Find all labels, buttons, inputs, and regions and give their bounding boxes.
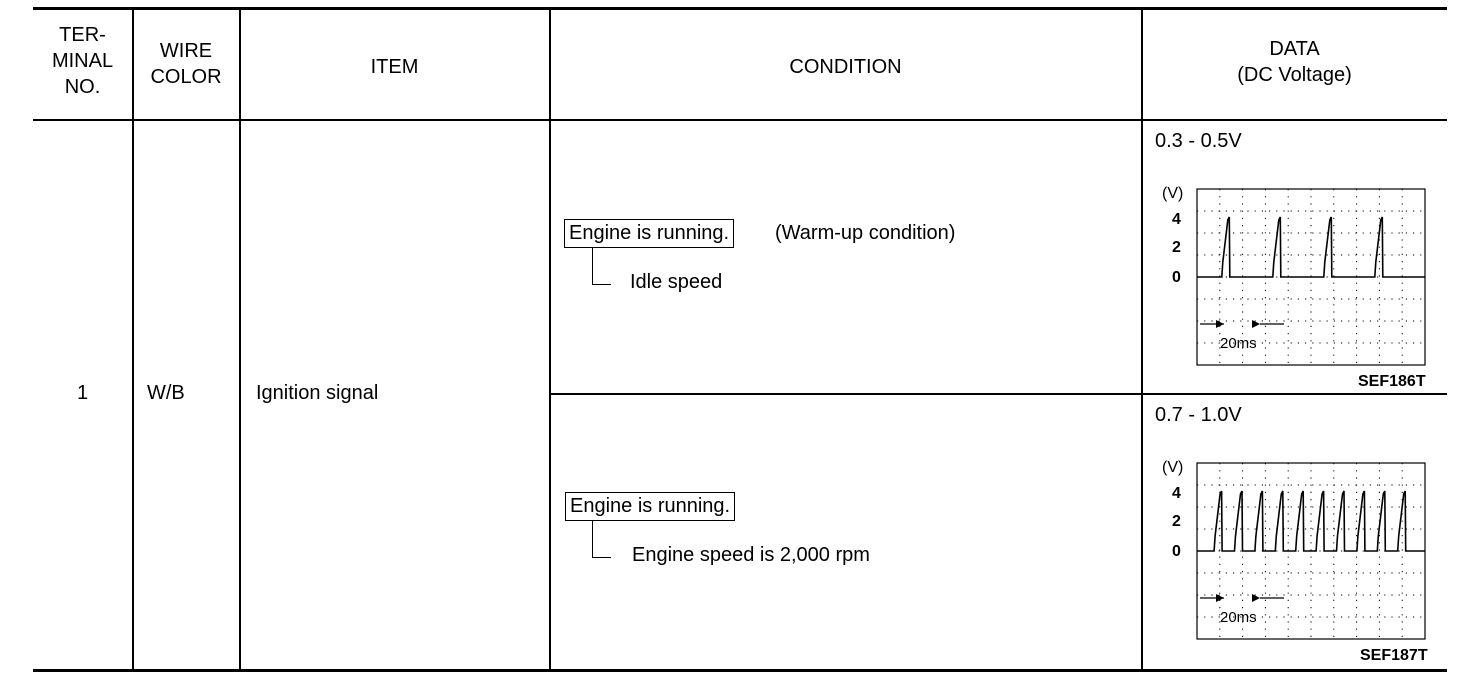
data-1-oscilloscope-waveform [1142, 176, 1442, 372]
column-divider-3 [549, 8, 551, 671]
header-data [1142, 36, 1447, 88]
data-1-time-arrow-right-head [1252, 320, 1260, 328]
header-terminal [33, 22, 132, 100]
condition-2-sub-text: Engine speed is 2,000 rpm [632, 544, 870, 566]
data-1-y-tick-4: 4 [1172, 211, 1181, 228]
data-1-unit-label: (V) [1162, 185, 1184, 202]
condition-1-extra-text: (Warm-up condition) [775, 222, 956, 244]
data-2-y-tick-2: 2 [1172, 513, 1181, 530]
data-2-y-tick-4: 4 [1172, 485, 1181, 502]
condition-1-tree-connector [592, 248, 611, 285]
data-2-oscilloscope-waveform [1142, 450, 1442, 646]
terminal-number: 1 [76, 382, 89, 404]
condition-row-divider [549, 393, 1447, 395]
data-2-time-arrow-right-head [1252, 594, 1260, 602]
header-item: ITEM [370, 56, 419, 78]
condition-2-boxed-text: Engine is running. [565, 492, 735, 521]
data-2-unit-label: (V) [1162, 459, 1184, 476]
data-1-figure-id: SEF186T [1358, 373, 1426, 390]
condition-1-sub-text: Idle speed [630, 271, 723, 293]
header-wire-color [133, 38, 239, 90]
header-wire-color-line-2: COLOR [150, 66, 222, 88]
data-2-voltage: 0.7 - 1.0V [1155, 404, 1242, 426]
column-divider-1 [132, 8, 134, 671]
table-bottom-border [33, 669, 1447, 672]
header-terminal-line-1: TER- [59, 24, 106, 46]
data-1-y-tick-0: 0 [1172, 269, 1181, 286]
data-2-y-tick-0: 0 [1172, 543, 1181, 560]
item-value: Ignition signal [256, 382, 379, 404]
condition-1-boxed-text: Engine is running. [564, 219, 734, 248]
header-terminal-line-2: MINAL [51, 50, 114, 72]
data-2-timebase-label: 20ms [1220, 609, 1257, 626]
data-1-timebase-label: 20ms [1220, 335, 1257, 352]
header-data-line-2: (DC Voltage) [1237, 64, 1352, 86]
header-bottom-border [33, 119, 1447, 121]
header-data-line-1: DATA [1269, 38, 1320, 60]
data-1-voltage: 0.3 - 0.5V [1155, 130, 1242, 152]
header-wire-color-line-1: WIRE [159, 40, 213, 62]
table-top-border [33, 7, 1447, 10]
data-1-y-tick-2: 2 [1172, 239, 1181, 256]
header-terminal-line-3: NO. [64, 76, 101, 98]
wire-color-value: W/B [147, 382, 185, 404]
data-2-figure-id: SEF187T [1360, 647, 1428, 664]
column-divider-2 [239, 8, 241, 671]
condition-2-tree-connector [592, 521, 611, 558]
header-condition: CONDITION [789, 56, 902, 78]
